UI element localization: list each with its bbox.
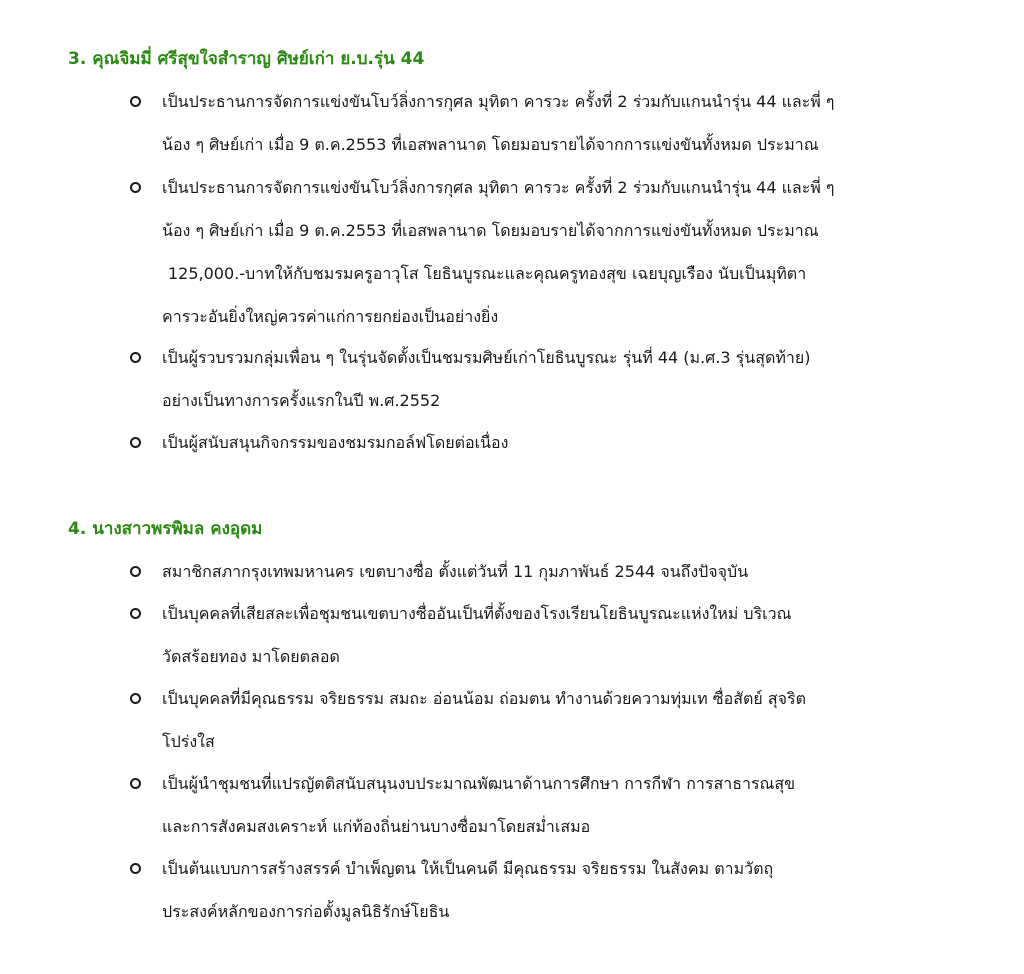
bullet-icon [130,778,141,789]
text-line: น้อง ๆ ศิษย์เก่า เมื่อ 9 ต.ค.2553 ที่เอสพลานาด โดยมอบรายได้จากการแข่งขันทั้งหมด ประมาณ [162,221,819,240]
bullet-icon [130,863,141,874]
text-line: วัดสร้อยทอง มาโดยตลอด [162,647,340,666]
text-line: อย่างเป็นทางการครั้งแรกในปี พ.ศ.2552 [162,391,441,410]
item-text [162,430,508,473]
text-line: ประสงค์หลักของการก่อตั้งมูลนิธิรักษ์โยธิน [162,902,450,921]
bullet-icon [130,693,141,704]
bullet-icon [130,96,141,107]
text-line: เป็นประธานการจัดการแข่งขันโบว์ลิ่งการกุศล มุทิตา คารวะ ครั้งที่ 2 ร่วมกับแกนนำรุ่น 44 และพี่ ๆ [162,92,835,111]
item-text [162,175,835,347]
item-text [162,856,773,942]
bullet-icon [130,566,141,577]
text-line: น้อง ๆ ศิษย์เก่า เมื่อ 9 ต.ค.2553 ที่เอสพลานาด โดยมอบรายได้จากการแข่งขันทั้งหมด ประมาณ [162,135,819,154]
bullet-icon [130,437,141,448]
item-text [162,89,835,175]
text-line: เป็นประธานการจัดการแข่งขันโบว์ลิ่งการกุศล มุทิตา คารวะ ครั้งที่ 2 ร่วมกับแกนนำรุ่น 44 และพี่ ๆ [162,178,835,197]
text-line: เป็นผู้รวบรวมกลุ่มเพื่อน ๆ ในรุ่นจัดตั้งเป็นชมรมศิษย์เก่าโยธินบูรณะ รุ่นที่ 44 (ม.ศ.3 รุ่นสุดท้าย) [162,348,811,367]
bullet-icon [130,182,141,193]
item-text [162,345,811,431]
item-text [162,559,748,602]
text-line: โปร่งใส [162,732,215,751]
bullet-icon [130,352,141,363]
text-line: สมาชิกสภากรุงเทพมหานคร เขตบางซื่อ ตั้งแต่วันที่ 11 กุมภาพันธ์ 2544 จนถึงปัจจุบัน [162,562,749,581]
section-3-title: 3. คุณจิมมี่ ศรีสุขใจสำราญ ศิษย์เก่า ย.บ.รุ่น 44 [68,49,425,69]
section-4-title: 4. นางสาวพรพิมล คงอุดม [68,519,263,539]
text-line: คารวะอันยิ่งใหญ่ควรค่าแก่การยกย่องเป็นอย่างยิ่ง [162,307,499,326]
item-text [162,771,795,857]
text-line: เป็นต้นแบบการสร้างสรรค์ บำเพ็ญตน ให้เป็นคนดี มีคุณธรรม จริยธรรม ในสังคม ตามวัตถุ [162,859,774,878]
text-line: 125,000.-บาทให้กับชมรมครูอาวุโส โยธินบูรณะและคุณครูทองสุข เฉยบุญเรือง นับเป็นมุทิตา [168,264,807,283]
text-line: เป็นบุคคลที่เสียสละเพื่อชุมชนเขตบางซื่ออันเป็นที่ตั้งของโรงเรียนโยธินบูรณะแห่งใหม่ บริเวณ [162,604,792,623]
bullet-icon [130,608,141,619]
text-line: เป็นบุคคลที่มีคุณธรรม จริยธรรม สมถะ อ่อนน้อม ถ่อมตน ทำงานด้วยความทุ่มเท ซื่อสัตย์ สุจริต [162,689,806,708]
text-line: และการสังคมสงเคราะห์ แก่ท้องถิ่นย่านบางซื่อมาโดยสม่ำเสมอ [162,817,591,836]
text-line: เป็นผู้นำชุมชนที่แปรญัตติสนับสนุนงบประมาณพัฒนาด้านการศึกษา การกีฬา การสาธารณสุข [162,774,796,793]
text-line: เป็นผู้สนับสนุนกิจกรรมของชมรมกอล์ฟโดยต่อเนื่อง [162,433,509,452]
item-text [162,686,806,772]
item-text [162,601,791,687]
